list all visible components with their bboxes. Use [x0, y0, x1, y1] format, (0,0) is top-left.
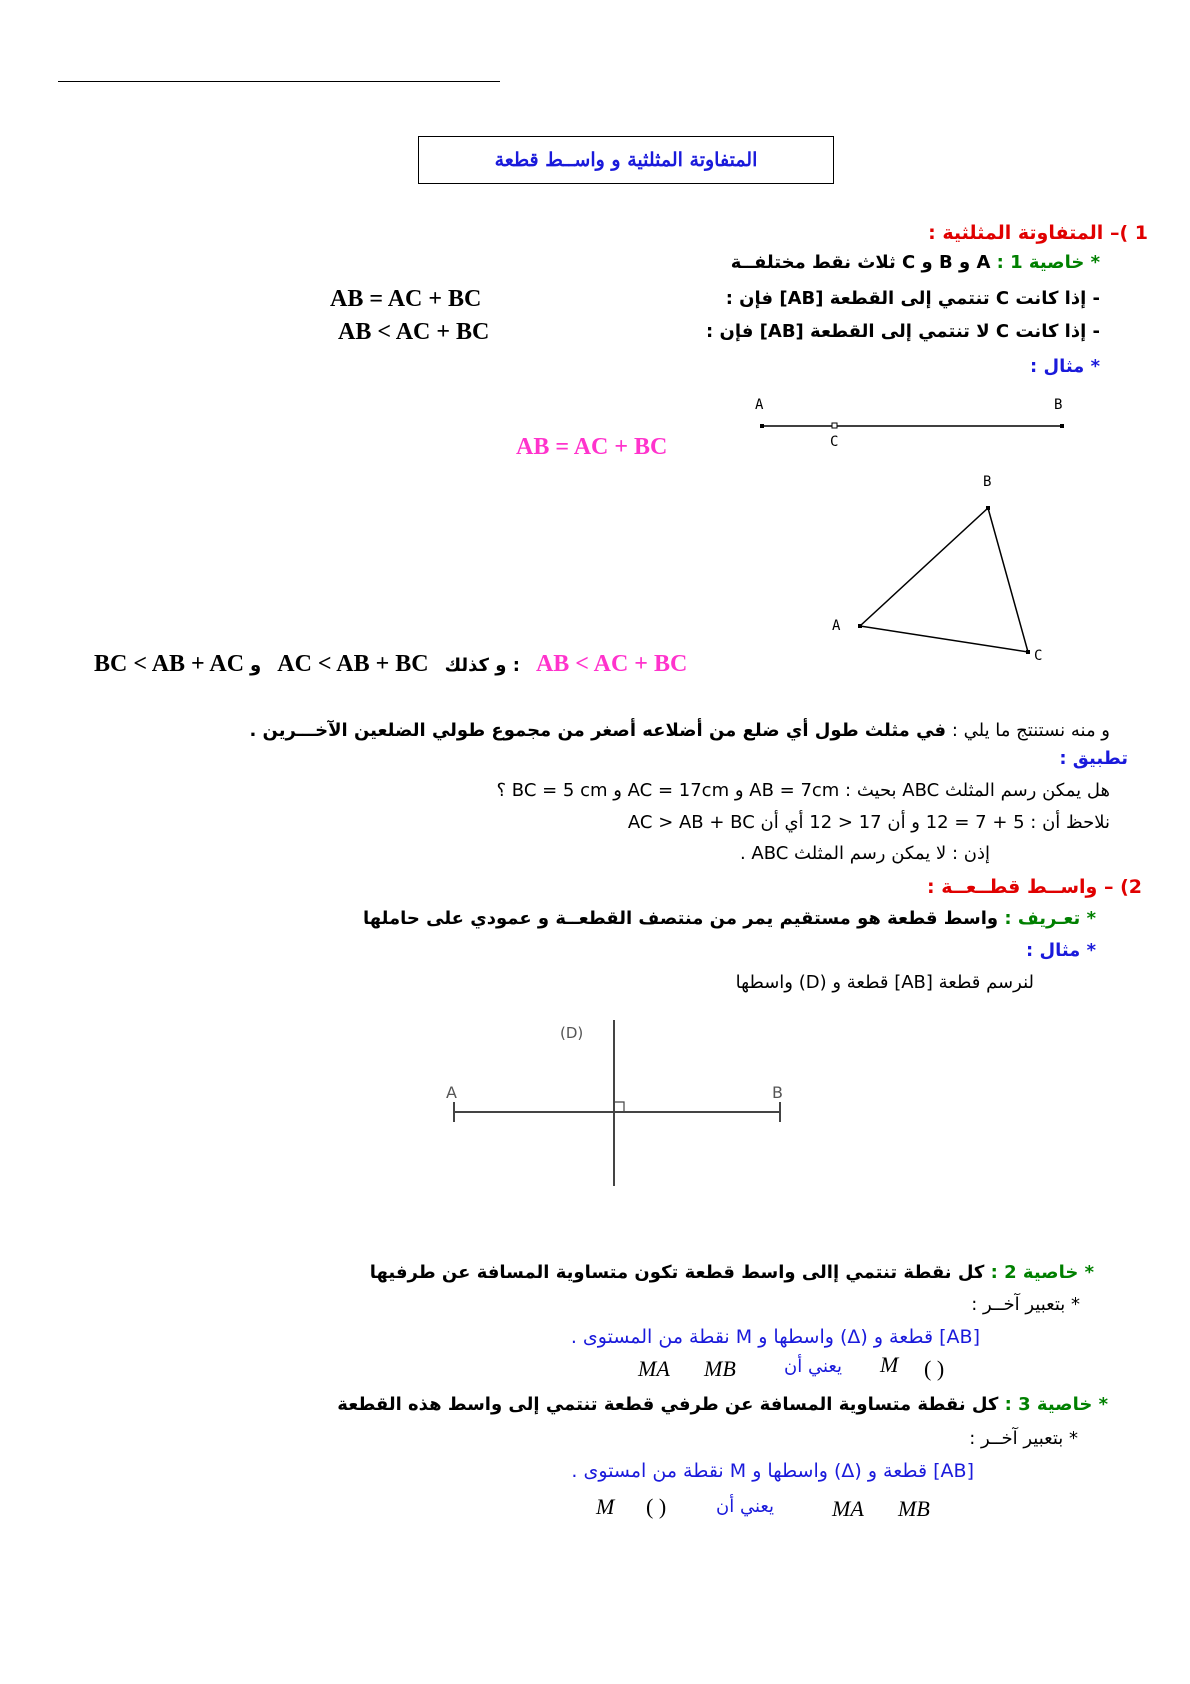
property3-alt: * بتعبير آخــر :	[969, 1428, 1078, 1449]
fig2-label-c: C	[1034, 648, 1043, 664]
prop3-ma: MA	[832, 1496, 864, 1521]
fig1-label-b: B	[1054, 397, 1063, 413]
prop3-means: يعني أن	[716, 1496, 775, 1517]
property2-statement: [AB] قطعة و (Δ) واسطها و M نقطة من المستوى .	[570, 1326, 980, 1348]
property2-label: * خاصية 2 :	[990, 1262, 1094, 1283]
case2-formula: AB < AC + BC	[338, 319, 490, 345]
example2-label: * مثال :	[1025, 940, 1096, 961]
case1-formula: AB = AC + BC	[330, 286, 482, 312]
property1-label: * خاصية 1 :	[996, 252, 1100, 273]
fig2-formula2: AC < AB + BC	[277, 651, 429, 677]
application-label: تطبيق :	[1059, 748, 1128, 769]
conclusion-text: في مثلث طول أي ضلع من أضلاعه أصغر من مجموع طولي الضلعين الآخـــرين .	[249, 720, 947, 741]
fig2-formula: AB < AC + BC	[535, 651, 688, 677]
section1-heading	[928, 222, 1148, 244]
fig2-label-b: B	[983, 474, 992, 490]
fig2-formula3: BC < AB + AC	[94, 651, 245, 677]
property2-text: كل نقطة تنتمي إالى واسط قطعة تكون متساوية المسافة عن طرفيها	[369, 1262, 985, 1283]
section2-number: 2) –	[1103, 876, 1142, 898]
tri-point-b	[986, 506, 990, 510]
section1-number: 1 )–	[1109, 222, 1148, 244]
figure-segment-acb	[740, 392, 1070, 452]
fig1-label-c: C	[830, 434, 839, 450]
section1-title: المتفاوتة المثلثية :	[928, 222, 1104, 244]
triangle-abc	[860, 508, 1028, 652]
fig1-formula: AB = AC + BC	[516, 434, 668, 460]
fig3-label-b: B	[772, 1083, 783, 1102]
application-question: هل يمكن رسم المثلث ABC بحيث : AB = 7cm و AC = 17cm و BC = 5 cm ؟	[496, 780, 1110, 801]
prop3-paren: ( )	[646, 1494, 667, 1519]
fig2-label-a: A	[832, 618, 841, 634]
conclusion-line	[249, 720, 1110, 741]
page-title: المتفاوتة المثلثية و واســط قطعة	[494, 149, 758, 171]
figure-bisector	[440, 1010, 800, 1200]
section2-title: واســط قطــعــة :	[926, 876, 1098, 898]
point-a-mark	[760, 424, 764, 428]
section2-heading	[927, 876, 1142, 898]
prop2-m: M	[880, 1352, 899, 1377]
property2-alt: * بتعبير آخــر :	[971, 1294, 1080, 1315]
definition-line	[363, 908, 1096, 929]
tri-point-a	[858, 624, 862, 628]
fig3-label-a: A	[446, 1083, 457, 1102]
case1-text: - إذا كانت C تنتمي إلى القطعة [AB] فإن :	[725, 288, 1100, 309]
point-b-mark	[1060, 424, 1064, 428]
case2-text: - إذا كانت C لا تنتمي إلى القطعة [AB] فإن :	[706, 321, 1100, 342]
prop2-ma: MA	[638, 1356, 670, 1381]
property3-text: كل نقطة متساوية المسافة عن طرفي قطعة تنتمي إلى واسط هذه القطعة	[337, 1394, 999, 1415]
fig1-label-a: A	[755, 397, 764, 413]
definition-label: * تعـريف :	[1004, 908, 1096, 929]
prop3-m: M	[596, 1494, 615, 1519]
fig2-and-also: و كذلك :	[444, 655, 520, 676]
property2-line	[370, 1262, 1094, 1283]
example2-text: لنرسم قطعة [AB] قطعة و (D) واسطها	[735, 972, 1034, 993]
definition-text: واسط قطعة هو مستقيم يمر من منتصف القطعــة و عمودي على حاملها	[362, 908, 999, 929]
prop2-mb: MB	[704, 1356, 736, 1381]
fig3-label-d: (D)	[560, 1024, 584, 1042]
tri-point-c	[1026, 650, 1030, 654]
figure-triangle-abc	[820, 468, 1060, 668]
title-box	[418, 136, 834, 184]
property3-statement: [AB] قطعة و (Δ) واسطها و M نقطة من امستوى .	[571, 1460, 974, 1482]
prop3-mb: MB	[898, 1496, 930, 1521]
property3-line	[337, 1394, 1108, 1415]
property1-text: A و B و C ثلاث نقط مختلفــة	[730, 252, 991, 273]
prop2-paren: ( )	[924, 1356, 945, 1381]
example1-label: * مثال :	[1029, 356, 1100, 377]
property3-label: * خاصية 3 :	[1004, 1394, 1108, 1415]
conclusion-prefix: و منه نستنتج ما يلي :	[951, 720, 1110, 741]
property1-line	[731, 252, 1100, 273]
top-rule	[58, 81, 500, 82]
prop2-means: يعني أن	[784, 1356, 843, 1377]
fig2-formulas-line	[94, 651, 687, 678]
fig2-and: و	[250, 655, 262, 676]
application-conclusion: إذن : لا يمكن رسم المثلث ABC .	[739, 843, 990, 864]
point-c-mark	[832, 423, 837, 428]
right-angle-mark	[614, 1102, 624, 1112]
application-note: نلاحظ أن : 5 + 7 = 12 و أن 17 < 12 أي أن AC > AB + BC	[627, 812, 1110, 833]
